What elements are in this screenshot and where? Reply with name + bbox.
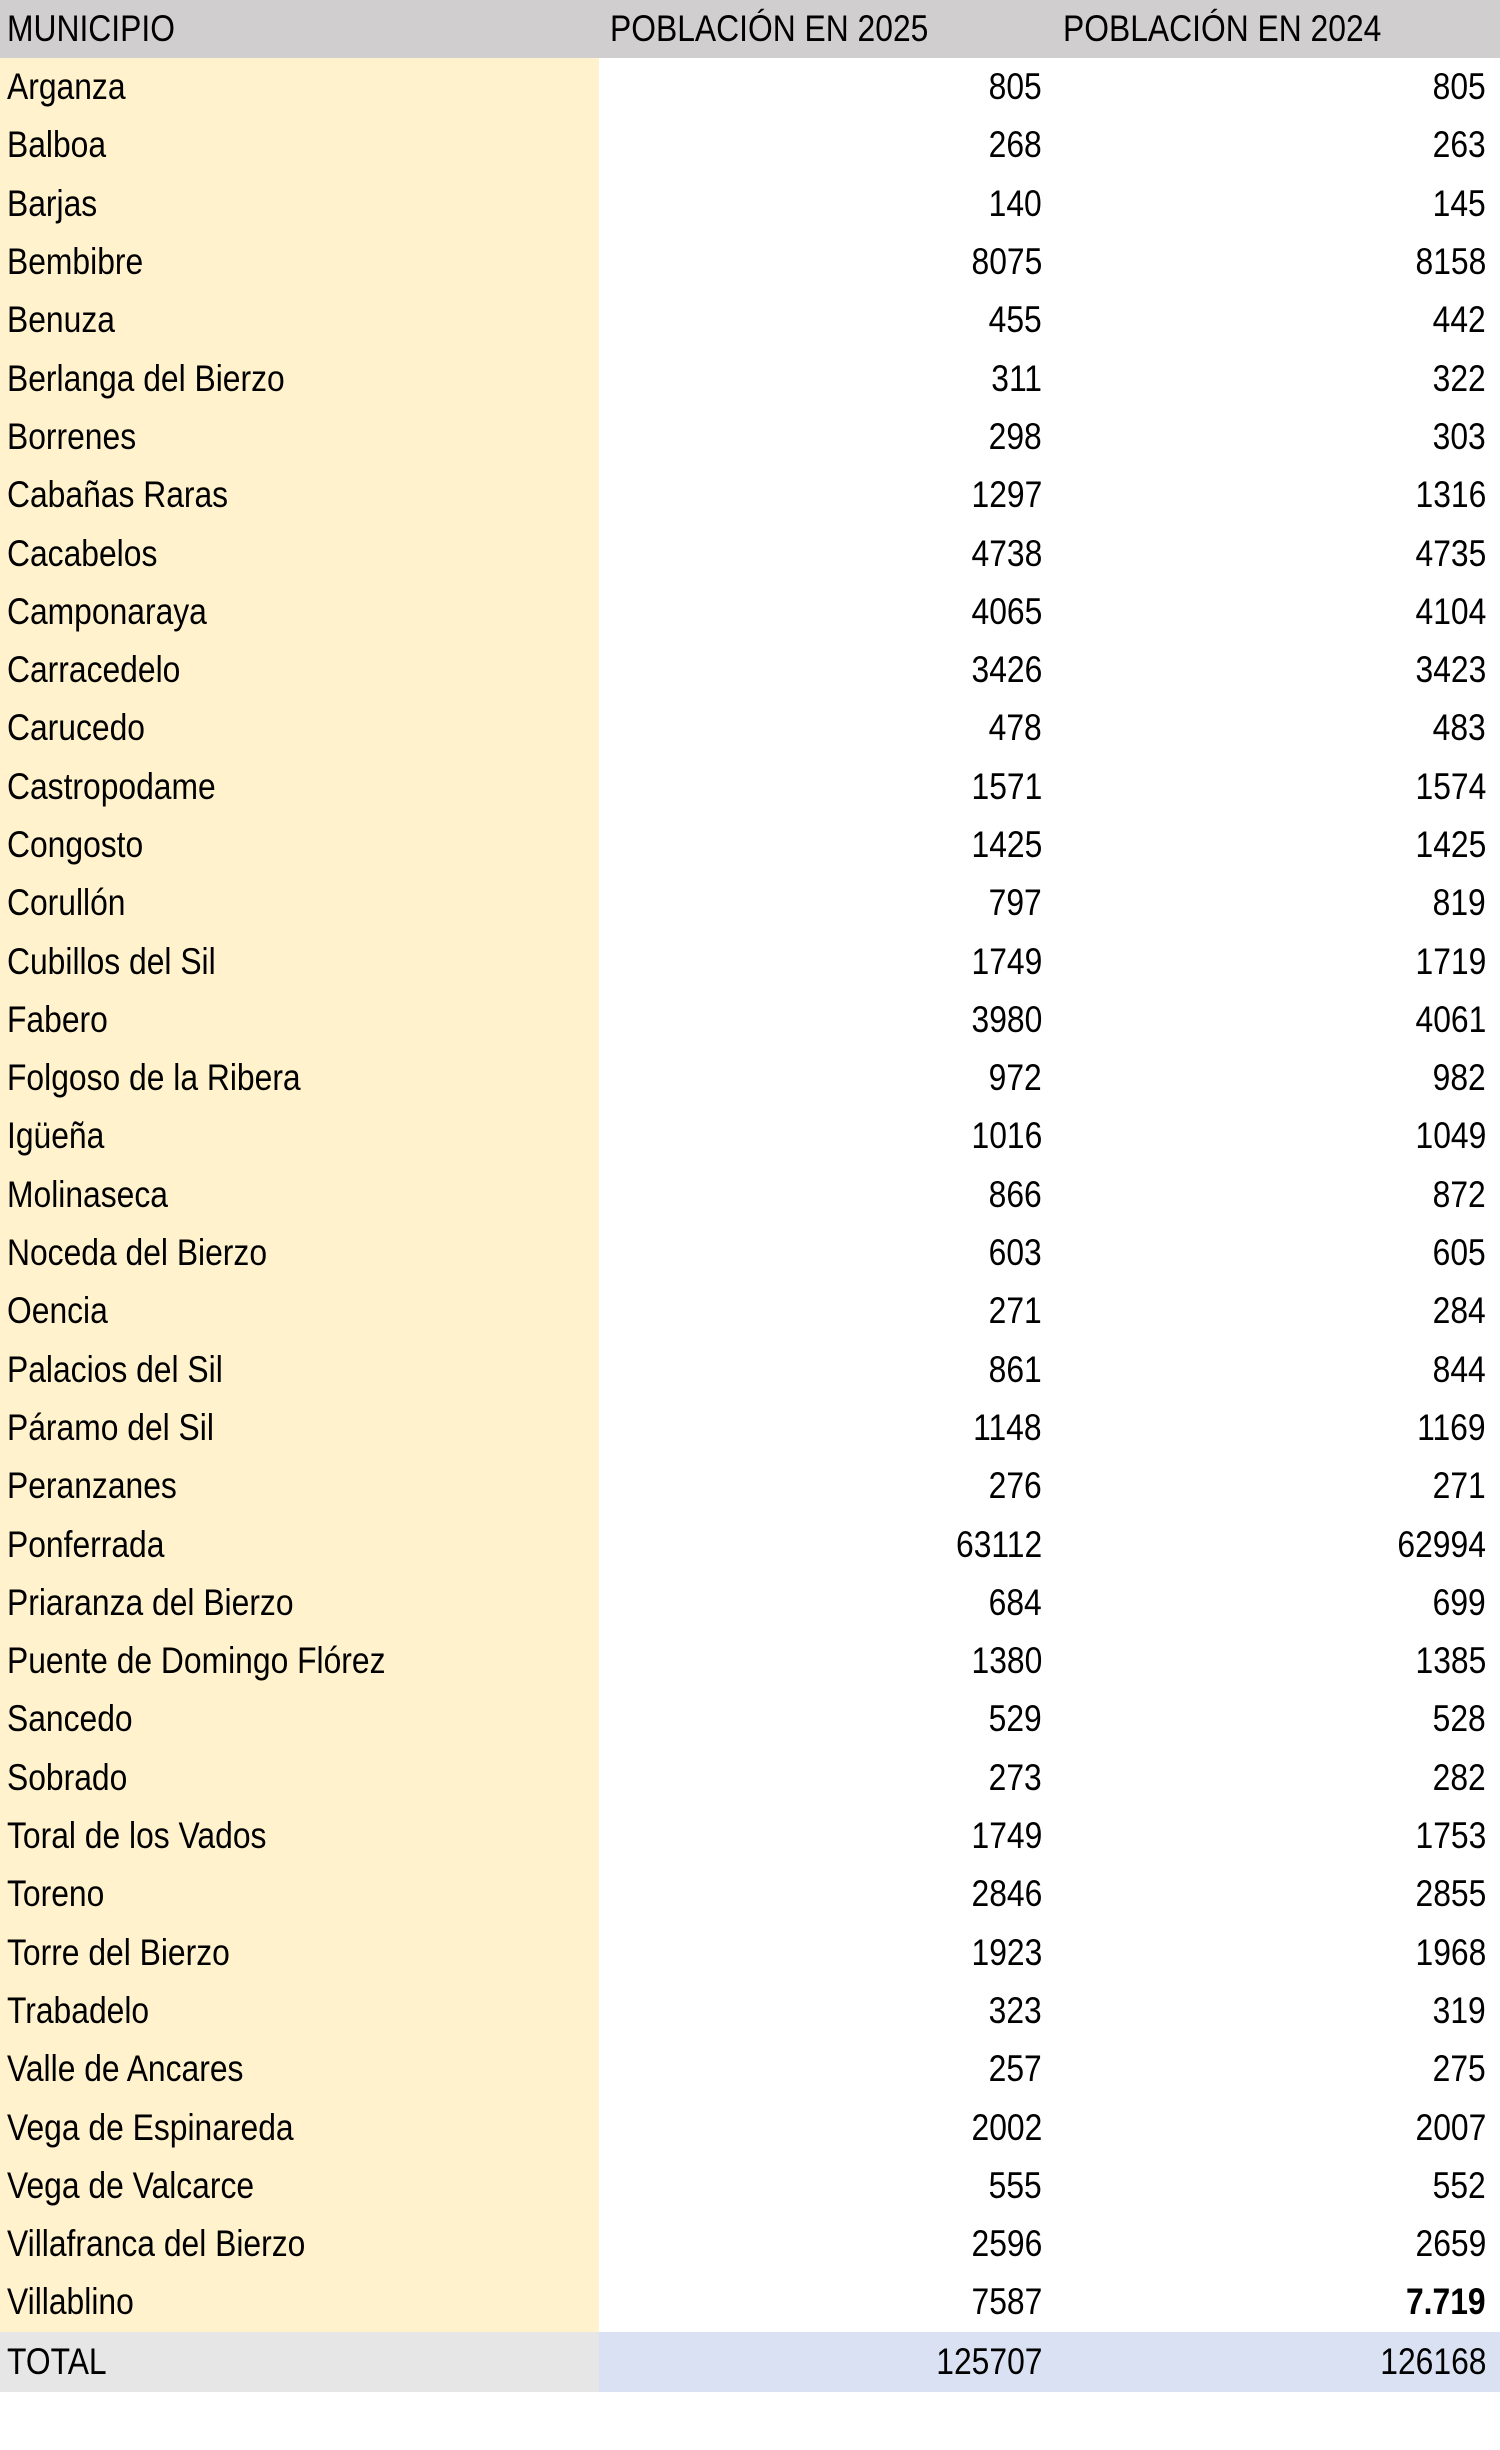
cell-poblacion-2025[interactable]: 972 <box>988 1057 1042 1099</box>
table-row <box>0 2040 1500 2098</box>
cell-municipio[interactable]: Noceda del Bierzo <box>0 1224 599 1282</box>
table-row <box>0 991 1500 1049</box>
cell-poblacion-2025[interactable]: 7587 <box>971 2281 1042 2323</box>
cell-poblacion-2024[interactable]: 263 <box>1432 124 1486 166</box>
table-row <box>0 758 1500 816</box>
cell-municipio[interactable]: Bembibre <box>0 233 599 291</box>
cell-poblacion-2024[interactable]: 1316 <box>1415 474 1486 516</box>
table-row <box>0 2273 1500 2331</box>
total-2025[interactable]: 125707 <box>935 2340 1042 2382</box>
cell-poblacion-2024[interactable]: 4104 <box>1415 590 1486 632</box>
cell-municipio[interactable]: Borrenes <box>0 408 599 466</box>
cell-municipio[interactable]: Folgoso de la Ribera <box>0 1049 599 1107</box>
header-municipio[interactable]: MUNICIPIO <box>7 8 175 49</box>
cell-municipio[interactable]: Páramo del Sil <box>0 1399 599 1457</box>
cell-poblacion-2024[interactable]: 1753 <box>1415 1815 1486 1857</box>
total-row <box>0 2332 1500 2392</box>
cell-poblacion-2025[interactable]: 1148 <box>973 1406 1042 1448</box>
cell-poblacion-2024[interactable]: 528 <box>1432 1698 1486 1740</box>
table-row <box>0 524 1500 582</box>
table-row <box>0 349 1500 407</box>
table-row <box>0 1399 1500 1457</box>
cell-poblacion-2025[interactable]: 4065 <box>971 590 1042 632</box>
cell-poblacion-2024[interactable]: 3423 <box>1415 649 1486 691</box>
table-row <box>0 291 1500 349</box>
cell-poblacion-2025[interactable]: 455 <box>988 299 1042 341</box>
cell-poblacion-2024[interactable]: 844 <box>1432 1348 1486 1390</box>
cell-poblacion-2024[interactable]: 1968 <box>1415 1931 1486 1973</box>
table-body <box>0 58 1500 2332</box>
cell-poblacion-2024[interactable]: 275 <box>1432 2048 1486 2090</box>
cell-poblacion-2025[interactable]: 63112 <box>955 1523 1042 1565</box>
cell-municipio[interactable]: Molinaseca <box>0 1166 599 1224</box>
cell-poblacion-2024[interactable]: 483 <box>1432 707 1486 749</box>
cell-poblacion-2025[interactable]: 323 <box>988 1989 1042 2031</box>
cell-poblacion-2024[interactable]: 282 <box>1432 1756 1486 1798</box>
cell-municipio[interactable]: Berlanga del Bierzo <box>0 349 599 407</box>
cell-poblacion-2024[interactable]: 1049 <box>1415 1115 1486 1157</box>
cell-municipio[interactable]: Cabañas Raras <box>0 466 599 524</box>
table-row <box>0 1282 1500 1340</box>
cell-poblacion-2024[interactable]: 2007 <box>1415 2106 1486 2148</box>
header-poblacion-2025[interactable]: POBLACIÓN EN 2025 <box>610 8 929 49</box>
cell-municipio[interactable]: Toral de los Vados <box>0 1807 599 1865</box>
table-row <box>0 1166 1500 1224</box>
cell-municipio[interactable]: Villablino <box>0 2273 599 2331</box>
total-2024[interactable]: 126168 <box>1379 2340 1486 2382</box>
table-row <box>0 175 1500 233</box>
table-row <box>0 466 1500 524</box>
cell-poblacion-2024[interactable]: 2855 <box>1415 1873 1486 1915</box>
cell-municipio[interactable]: Corullón <box>0 874 599 932</box>
cell-poblacion-2024[interactable]: 982 <box>1432 1057 1486 1099</box>
cell-municipio[interactable]: Vega de Valcarce <box>0 2157 599 2215</box>
cell-poblacion-2025[interactable]: 8075 <box>971 241 1042 283</box>
cell-poblacion-2024[interactable]: 62994 <box>1397 1523 1486 1565</box>
cell-poblacion-2024[interactable]: 805 <box>1432 66 1486 108</box>
cell-municipio[interactable]: Camponaraya <box>0 583 599 641</box>
cell-poblacion-2025[interactable]: 1923 <box>971 1931 1042 1973</box>
table-row <box>0 1807 1500 1865</box>
cell-poblacion-2024[interactable]: 872 <box>1432 1173 1486 1215</box>
table-row <box>0 1982 1500 2040</box>
table-row <box>0 816 1500 874</box>
cell-poblacion-2025[interactable]: 478 <box>988 707 1042 749</box>
cell-poblacion-2025[interactable]: 311 <box>991 357 1042 399</box>
cell-poblacion-2025[interactable]: 603 <box>988 1232 1042 1274</box>
cell-poblacion-2025[interactable]: 140 <box>988 182 1042 224</box>
table-row <box>0 641 1500 699</box>
cell-poblacion-2024[interactable]: 4061 <box>1415 998 1486 1040</box>
table-row <box>0 1515 1500 1573</box>
cell-poblacion-2025[interactable]: 271 <box>988 1290 1042 1332</box>
cell-municipio[interactable]: Sancedo <box>0 1690 599 1748</box>
cell-poblacion-2024[interactable]: 605 <box>1432 1232 1486 1274</box>
cell-municipio[interactable]: Palacios del Sil <box>0 1341 599 1399</box>
cell-poblacion-2024[interactable]: 819 <box>1432 882 1486 924</box>
table-row <box>0 2098 1500 2156</box>
total-label[interactable]: TOTAL <box>0 2332 599 2392</box>
cell-municipio[interactable]: Priaranza del Bierzo <box>0 1574 599 1632</box>
table-row <box>0 1690 1500 1748</box>
cell-poblacion-2024[interactable]: 699 <box>1432 1581 1486 1623</box>
cell-poblacion-2025[interactable]: 276 <box>988 1465 1042 1507</box>
cell-poblacion-2024[interactable]: 1385 <box>1415 1640 1486 1682</box>
cell-poblacion-2024[interactable]: 8158 <box>1415 241 1486 283</box>
cell-poblacion-2025[interactable]: 529 <box>988 1698 1042 1740</box>
cell-poblacion-2025[interactable]: 861 <box>988 1348 1042 1390</box>
cell-municipio[interactable]: Barjas <box>0 175 599 233</box>
cell-poblacion-2025[interactable]: 1749 <box>971 940 1042 982</box>
cell-poblacion-2025[interactable]: 797 <box>988 882 1042 924</box>
cell-poblacion-2024[interactable]: 442 <box>1432 299 1486 341</box>
table-row <box>0 699 1500 757</box>
cell-poblacion-2024[interactable]: 2659 <box>1415 2223 1486 2265</box>
cell-poblacion-2025[interactable]: 2596 <box>971 2223 1042 2265</box>
cell-poblacion-2024[interactable]: 303 <box>1432 415 1486 457</box>
cell-poblacion-2025[interactable]: 1749 <box>971 1815 1042 1857</box>
cell-municipio[interactable]: Sobrado <box>0 1749 599 1807</box>
cell-municipio[interactable]: Carracedelo <box>0 641 599 699</box>
cell-municipio[interactable]: Ponferrada <box>0 1515 599 1573</box>
table-row <box>0 932 1500 990</box>
cell-municipio[interactable]: Castropodame <box>0 758 599 816</box>
cell-municipio[interactable]: Puente de Domingo Flórez <box>0 1632 599 1690</box>
cell-poblacion-2024[interactable]: 319 <box>1432 1989 1486 2031</box>
table-row <box>0 58 1500 116</box>
table-row <box>0 2215 1500 2273</box>
table-row <box>0 874 1500 932</box>
table-row <box>0 116 1500 174</box>
cell-poblacion-2025[interactable]: 257 <box>988 2048 1042 2090</box>
table-row <box>0 1865 1500 1923</box>
table-row <box>0 1224 1500 1282</box>
table-row <box>0 1749 1500 1807</box>
cell-poblacion-2024[interactable]: 1719 <box>1415 940 1486 982</box>
cell-municipio[interactable]: Trabadelo <box>0 1982 599 2040</box>
cell-poblacion-2025[interactable]: 1425 <box>971 824 1042 865</box>
cell-poblacion-2025[interactable]: 3980 <box>971 998 1042 1040</box>
cell-poblacion-2024[interactable]: 271 <box>1432 1465 1486 1507</box>
cell-municipio[interactable]: Valle de Ancares <box>0 2040 599 2098</box>
cell-poblacion-2025[interactable]: 2002 <box>971 2106 1042 2148</box>
table-row <box>0 2157 1500 2215</box>
table-header <box>0 0 1500 58</box>
table-row <box>0 408 1500 466</box>
cell-municipio[interactable]: Cacabelos <box>0 524 599 582</box>
cell-poblacion-2025[interactable]: 1016 <box>971 1115 1042 1157</box>
cell-poblacion-2024[interactable]: 7.719 <box>1406 2281 1486 2323</box>
cell-poblacion-2025[interactable]: 805 <box>988 66 1042 108</box>
cell-poblacion-2025[interactable]: 866 <box>988 1173 1042 1215</box>
cell-poblacion-2025[interactable]: 3426 <box>971 649 1042 691</box>
cell-poblacion-2024[interactable]: 284 <box>1432 1290 1486 1332</box>
table-row <box>0 583 1500 641</box>
table-row <box>0 1574 1500 1632</box>
cell-municipio[interactable]: Arganza <box>0 58 599 116</box>
cell-municipio[interactable]: Oencia <box>0 1282 599 1340</box>
cell-poblacion-2025[interactable]: 1380 <box>971 1640 1042 1682</box>
cell-municipio[interactable]: Balboa <box>0 116 599 174</box>
cell-poblacion-2024[interactable]: 322 <box>1432 357 1486 399</box>
cell-poblacion-2025[interactable]: 1571 <box>971 765 1042 807</box>
table-row <box>0 1632 1500 1690</box>
cell-municipio[interactable]: Cubillos del Sil <box>0 932 599 990</box>
table-row <box>0 1107 1500 1165</box>
cell-poblacion-2024[interactable]: 1574 <box>1415 765 1486 807</box>
table-row <box>0 1924 1500 1982</box>
cell-poblacion-2025[interactable]: 555 <box>988 2164 1042 2206</box>
cell-poblacion-2025[interactable]: 4738 <box>971 532 1042 574</box>
cell-municipio[interactable]: Villafranca del Bierzo <box>0 2215 599 2273</box>
cell-poblacion-2024[interactable]: 1169 <box>1417 1406 1486 1448</box>
cell-poblacion-2025[interactable]: 273 <box>988 1756 1042 1798</box>
header-poblacion-2024[interactable]: POBLACIÓN EN 2024 <box>1063 8 1382 49</box>
table-row <box>0 1049 1500 1107</box>
cell-poblacion-2025[interactable]: 2846 <box>971 1873 1042 1915</box>
cell-municipio[interactable]: Toreno <box>0 1865 599 1923</box>
table-row <box>0 1341 1500 1399</box>
cell-municipio[interactable]: Peranzanes <box>0 1457 599 1515</box>
cell-poblacion-2025[interactable]: 298 <box>988 415 1042 457</box>
cell-poblacion-2025[interactable]: 684 <box>988 1581 1042 1623</box>
cell-poblacion-2024[interactable]: 552 <box>1432 2164 1486 2206</box>
cell-poblacion-2024[interactable]: 4735 <box>1415 532 1486 574</box>
cell-poblacion-2024[interactable]: 1425 <box>1415 824 1486 865</box>
cell-municipio[interactable]: Torre del Bierzo <box>0 1924 599 1982</box>
cell-municipio[interactable]: Vega de Espinareda <box>0 2098 599 2156</box>
cell-municipio[interactable]: Congosto <box>0 816 599 874</box>
cell-municipio[interactable]: Benuza <box>0 291 599 349</box>
cell-poblacion-2024[interactable]: 145 <box>1432 182 1486 224</box>
cell-municipio[interactable]: Fabero <box>0 991 599 1049</box>
table-row <box>0 1457 1500 1515</box>
cell-municipio[interactable]: Carucedo <box>0 699 599 757</box>
cell-municipio[interactable]: Igüeña <box>0 1107 599 1165</box>
cell-poblacion-2025[interactable]: 1297 <box>971 474 1042 516</box>
table-row <box>0 233 1500 291</box>
cell-poblacion-2025[interactable]: 268 <box>988 124 1042 166</box>
